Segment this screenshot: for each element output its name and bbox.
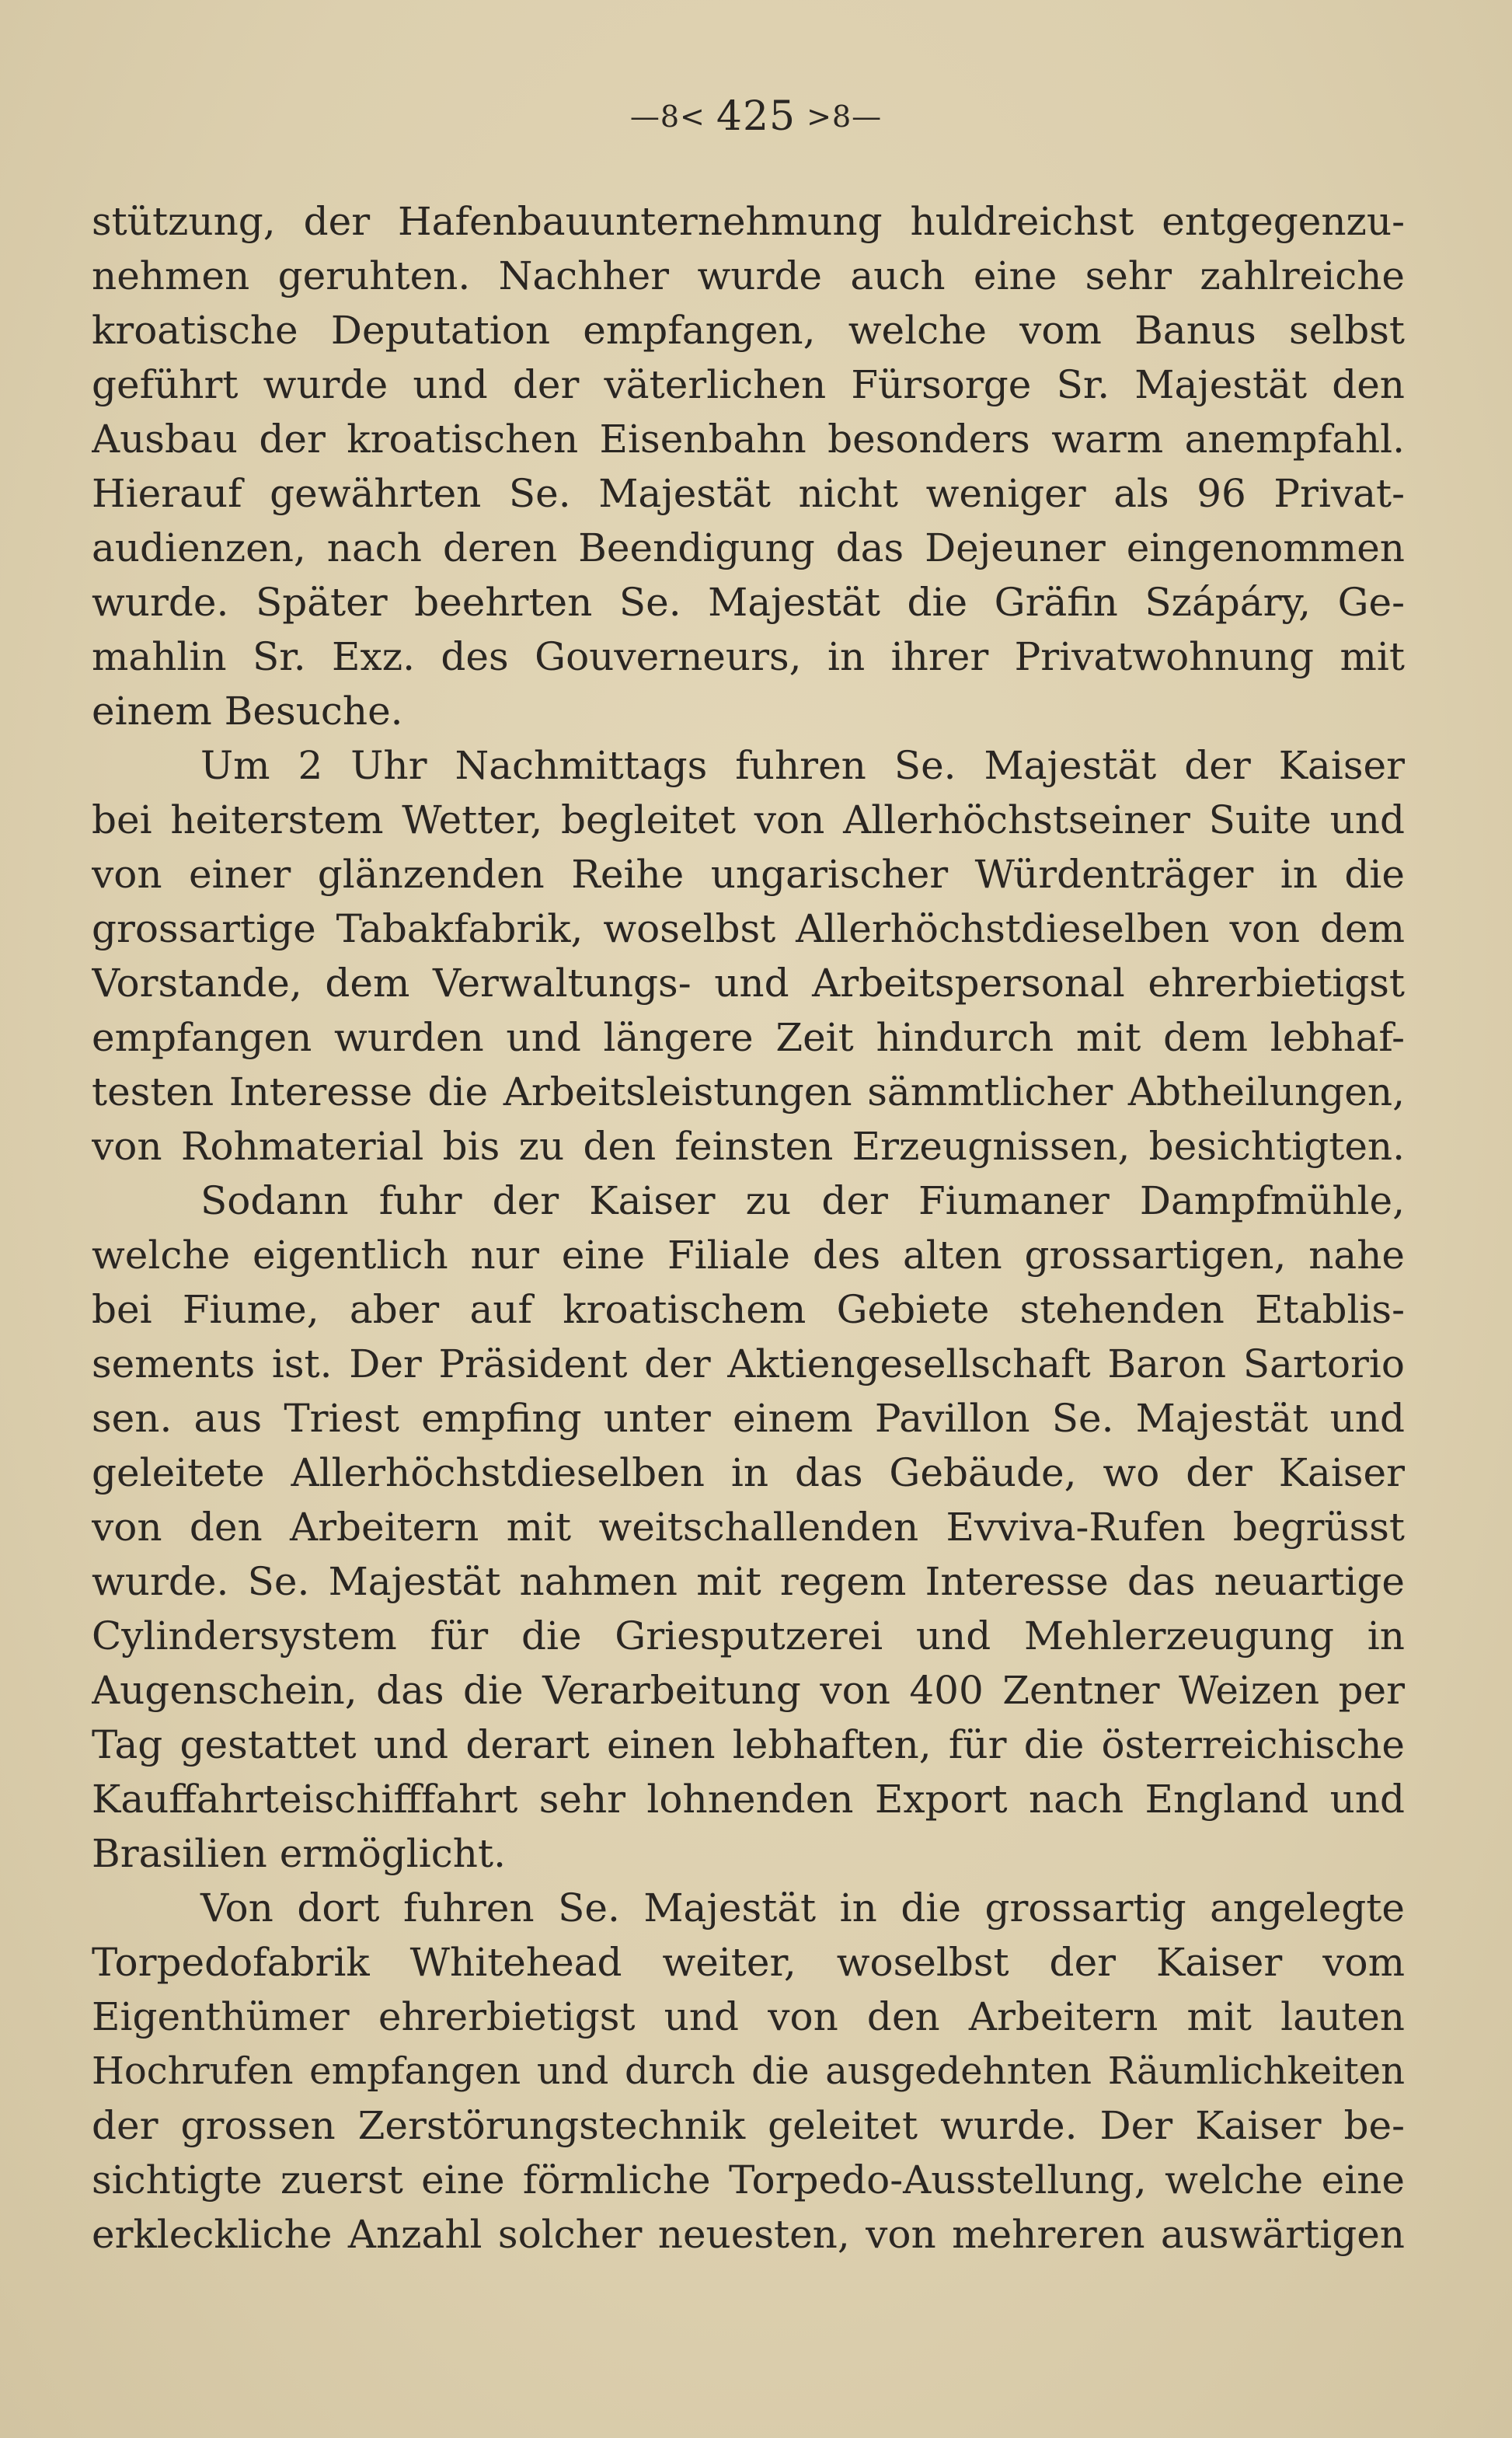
text-line: erkleckliche Anzahl solcher neuesten, von mehreren auswärtigen <box>92 2212 1405 2257</box>
text-line: Ausbau der kroatischen Eisenbahn besonders warm anempfahl. <box>92 417 1405 462</box>
text-line: mahlin Sr. Exz. des Gouverneurs, in ihrer Privatwohnung mit <box>92 634 1405 679</box>
page-number: 425 <box>716 93 796 140</box>
text-line: welche eigentlich nur eine Filiale des alten grossartigen, nahe <box>92 1233 1405 1278</box>
text-line: von den Arbeitern mit weitschallenden Evviva-Rufen begrüsst <box>92 1505 1405 1550</box>
text-line: audienzen, nach deren Beendigung das Dejeuner eingenommen <box>92 525 1405 570</box>
text-line: Torpedofabrik Whitehead weiter, woselbst der Kaiser vom <box>92 1940 1405 1985</box>
text-line: einem Besuche. <box>92 689 403 734</box>
text-line: von Rohmaterial bis zu den feinsten Erzeugnissen, besichtigten. <box>92 1124 1405 1169</box>
ornament-right: >8— <box>807 99 883 134</box>
text-line: Hochrufen empfangen und durch die ausgedehnten Räumlichkeiten <box>92 2049 1405 2093</box>
paragraph-start: Um 2 Uhr Nachmittags fuhren Se. Majestät der Kaiser <box>200 743 1405 788</box>
text-line: stützung, der Hafenbauunternehmung huldreichst entgegenzu- <box>92 199 1405 244</box>
body-text <box>92 194 1405 2262</box>
paragraph-start: Von dort fuhren Se. Majestät in die grossartig angelegte <box>200 1885 1405 1931</box>
text-line: kroatische Deputation empfangen, welche vom Banus selbst <box>92 308 1405 353</box>
text-line: grossartige Tabakfabrik, woselbst Allerhöchstdieselben von dem <box>92 906 1405 951</box>
text-line: Brasilien ermöglicht. <box>92 1831 506 1876</box>
text-line: Kauffahrteischifffahrt sehr lohnenden Export nach England und <box>92 1777 1405 1822</box>
text-line: sen. aus Triest empfing unter einem Pavillon Se. Majestät und <box>92 1396 1405 1441</box>
text-line: geleitete Allerhöchstdieselben in das Gebäude, wo der Kaiser <box>92 1450 1405 1495</box>
text-line: sements ist. Der Präsident der Aktiengesellschaft Baron Sartorio <box>92 1341 1405 1386</box>
text-line: nehmen geruhten. Nachher wurde auch eine sehr zahlreiche <box>92 253 1405 298</box>
ornament-left: —8< <box>629 99 705 134</box>
text-line: Tag gestattet und derart einen lebhaften, für die österreichische <box>92 1722 1405 1767</box>
text-line: bei Fiume, aber auf kroatischem Gebiete stehenden Etablis- <box>92 1287 1405 1332</box>
text-line: wurde. Später beehrten Se. Majestät die Gräfin Szápáry, Ge- <box>92 580 1405 625</box>
text-line: sichtigte zuerst eine förmliche Torpedo-Ausstellung, welche eine <box>92 2157 1405 2203</box>
text-line: der grossen Zerstörungstechnik geleitet wurde. Der Kaiser be- <box>92 2103 1405 2148</box>
text-line: Hierauf gewährten Se. Majestät nicht weniger als 96 Privat- <box>92 471 1405 516</box>
text-line: Eigenthümer ehrerbietigst und von den Arbeitern mit lauten <box>92 1994 1405 2039</box>
text-line: bei heiterstem Wetter, begleitet von Allerhöchstseiner Suite und <box>92 797 1405 842</box>
paragraph-start: Sodann fuhr der Kaiser zu der Fiumaner Dampfmühle, <box>200 1178 1405 1223</box>
text-line: testen Interesse die Arbeitsleistungen sämmtlicher Abtheilungen, <box>92 1069 1405 1114</box>
text-line: Cylindersystem für die Griesputzerei und Mehlerzeugung in <box>92 1613 1405 1658</box>
text-line: von einer glänzenden Reihe ungarischer Würdenträger in die <box>92 852 1405 897</box>
text-line: Augenschein, das die Verarbeitung von 400 Zentner Weizen per <box>92 1668 1405 1713</box>
text-line: wurde. Se. Majestät nahmen mit regem Interesse das neuartige <box>92 1559 1405 1604</box>
text-line: geführt wurde und der väterlichen Fürsorge Sr. Majestät den <box>92 362 1405 407</box>
page-header <box>0 93 1512 140</box>
text-line: empfangen wurden und längere Zeit hindurch mit dem lebhaf- <box>92 1015 1405 1060</box>
text-line: Vorstande, dem Verwaltungs- und Arbeitspersonal ehrerbietigst <box>92 961 1405 1006</box>
